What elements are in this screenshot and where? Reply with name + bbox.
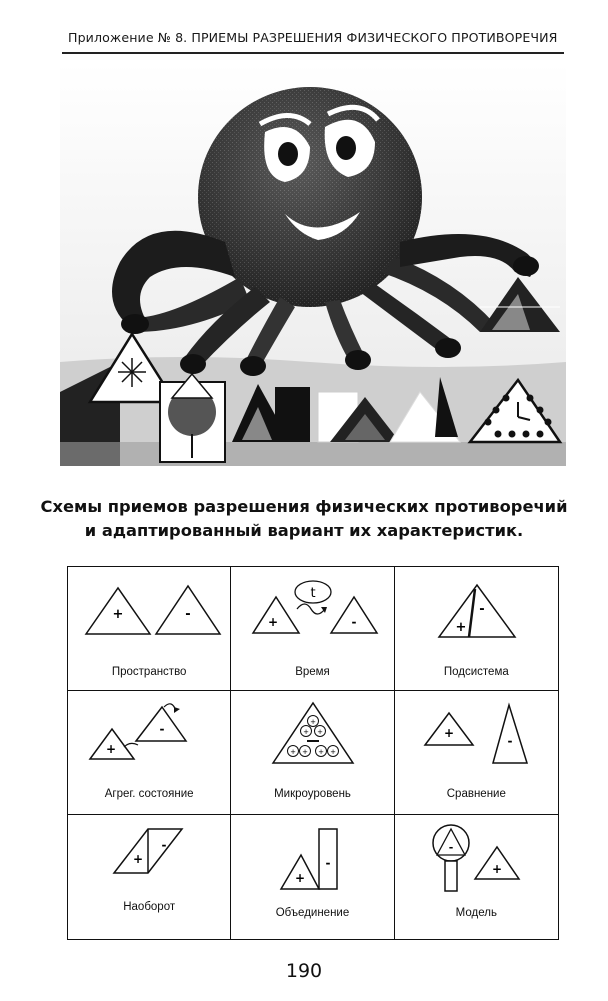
plus-sign: + (132, 852, 144, 866)
scheme-label: Агрег. состояние (104, 788, 194, 800)
scheme-cell-time (231, 567, 394, 691)
caption-line-2: и адаптированный вариант их характеристик. (84, 521, 524, 540)
scheme-label: Пространство (111, 666, 187, 678)
octopus-illustration (60, 62, 566, 466)
running-header: Приложение № 8. ПРИЕМЫ РАЗРЕШЕНИЯ ФИЗИЧЕСКОГО ПРОТИВОРЕЧИЯ (68, 30, 558, 45)
plus-sign: + (330, 748, 337, 756)
plus-sign: + (295, 871, 306, 885)
scheme-label: Наоборот (123, 901, 176, 913)
minus-sign: - (507, 734, 513, 748)
scheme-label: Время (295, 666, 330, 678)
minus-sign: - (478, 602, 485, 617)
page-number: 190 (285, 960, 323, 982)
plus-sign: + (455, 620, 467, 635)
plus-sign: + (491, 862, 502, 876)
scheme-cell-subsystem (395, 567, 558, 691)
scheme-cell-union (231, 815, 394, 939)
held-tree-card (160, 374, 225, 462)
scheme-label: Модель (455, 907, 497, 919)
header-rule (62, 52, 564, 54)
scheme-cell-reverse (68, 815, 231, 939)
scheme-cell-microlevel (231, 691, 394, 815)
scheme-table (67, 566, 559, 940)
scheme-label: Сравнение (446, 788, 506, 800)
scheme-cell-comparison (395, 691, 558, 815)
plus-sign: + (302, 748, 309, 756)
plus-sign: + (290, 748, 297, 756)
minus-sign: - (448, 841, 453, 854)
minus-sign: - (161, 838, 167, 852)
plus-sign: + (310, 718, 317, 726)
plus-sign: + (443, 726, 454, 740)
scheme-cell-space (68, 567, 231, 691)
plus-sign: + (112, 607, 124, 622)
minus-sign: - (351, 615, 357, 629)
minus-sign: - (159, 722, 165, 736)
minus-sign: - (185, 607, 191, 622)
scheme-cell-aggregate-state (68, 691, 231, 815)
caption-line-1: Схемы приемов разрешения физических противоречий (40, 497, 568, 516)
plus-sign: + (318, 748, 325, 756)
time-sign: t (310, 586, 316, 601)
scheme-label: Объединение (275, 907, 350, 919)
plus-sign: + (303, 728, 310, 736)
union-scheme-diagram (231, 815, 394, 939)
scheme-label: Подсистема (443, 666, 509, 678)
model-scheme-diagram (395, 815, 558, 939)
plus-sign: + (317, 728, 324, 736)
minus-sign: - (325, 856, 331, 870)
scheme-cell-model (395, 815, 558, 939)
scheme-label: Микроуровень (274, 788, 351, 800)
reverse-scheme-diagram (68, 815, 231, 939)
plus-sign: + (105, 742, 117, 756)
plus-sign: + (268, 615, 279, 629)
figure-caption (0, 495, 608, 543)
